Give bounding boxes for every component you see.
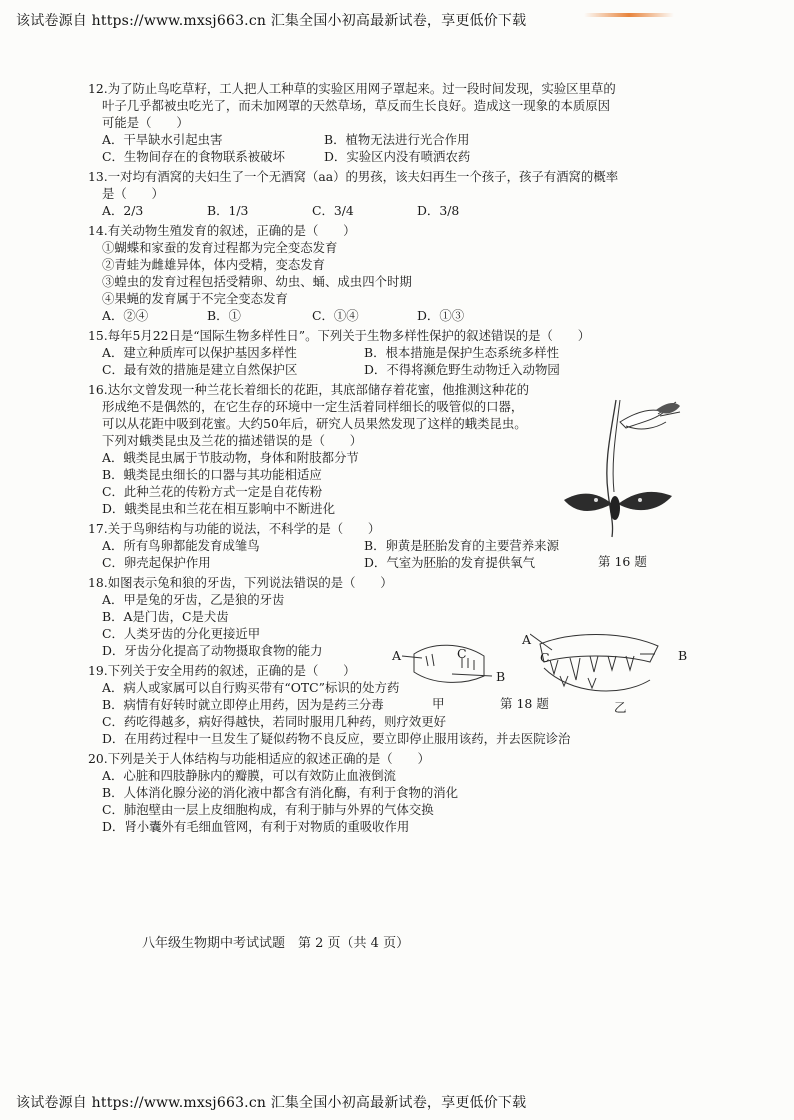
q19-line: 19.下列关于安全用药的叙述，正确的是（ ） bbox=[88, 663, 356, 678]
q16-option-a: A．蛾类昆虫属于节肢动物，身体和附肢都分节 bbox=[102, 450, 359, 465]
q14-option-c: C．①④ bbox=[312, 308, 359, 323]
q13-line: 是（ ） bbox=[102, 186, 164, 201]
figure-16-caption: 第 16 题 bbox=[598, 554, 647, 569]
q12-option-d: D．实验区内没有喷洒农药 bbox=[324, 149, 471, 164]
q16-line: 16.达尔文曾发现一种兰花长着细长的花距，其底部储存着花蜜，他推测这种花的 bbox=[88, 382, 529, 397]
q13-option-b: B．1/3 bbox=[207, 203, 249, 218]
q16-option-c: C．此种兰花的传粉方式一定是自花传粉 bbox=[102, 484, 323, 499]
question-12 bbox=[88, 80, 688, 165]
q14-line: ④果蝇的发育属于不完全变态发育 bbox=[102, 291, 288, 306]
q13-option-a: A．2/3 bbox=[102, 203, 144, 218]
source-banner-top: 该试卷源自 https://www.mxsj663.cn 汇集全国小初高最新试卷，享更低价下载 bbox=[16, 13, 527, 29]
orchid-moth-figure bbox=[556, 392, 696, 552]
q12-line: 叶子几乎都被虫吃光了，而未加网罩的天然草场，草反而生长良好。造成这一现象的本质原因 bbox=[102, 98, 611, 113]
q20-line: 20.下列是关于人体结构与功能相适应的叙述正确的是（ ） bbox=[88, 751, 430, 766]
q14-line: ②青蛙为雌雄异体，体内受精，变态发育 bbox=[102, 257, 326, 272]
q13-option-c: C．3/4 bbox=[312, 203, 354, 218]
q15-option-d: D．不得将濒危野生动物迁入动物园 bbox=[364, 362, 560, 377]
q12-option-c: C．生物间存在的食物联系被破坏 bbox=[102, 149, 285, 164]
q20-option-c: C．肺泡壁由一层上皮细胞构成，有利于肺与外界的气体交换 bbox=[102, 802, 434, 817]
q19-option-c: C．药吃得越多，病好得越快，若同时服用几种药，则疗效更好 bbox=[102, 714, 447, 729]
q18-option-c: C．人类牙齿的分化更接近甲 bbox=[102, 626, 261, 641]
q19-option-a: A．病人或家属可以自行购买带有“OTC”标识的处方药 bbox=[102, 680, 400, 695]
rabbit-teeth-figure bbox=[392, 636, 512, 694]
q20-option-b: B．人体消化腺分泌的消化液中都含有消化酶，有利于食物的消化 bbox=[102, 785, 459, 800]
q18-option-b: B．A是门齿，C是犬齿 bbox=[102, 609, 229, 624]
label-a: A bbox=[392, 648, 402, 663]
q18-line: 18.如图表示兔和狼的牙齿，下列说法错误的是（ ） bbox=[88, 575, 393, 590]
q16-option-b: B．蛾类昆虫细长的口器与其功能相适应 bbox=[102, 467, 322, 482]
q17-option-a: A．所有鸟卵都能发育成雏鸟 bbox=[102, 538, 260, 553]
q14-line: ①蝴蝶和家蚕的发育过程都为完全变态发育 bbox=[102, 240, 338, 255]
q16-option-d: D．蛾类昆虫和兰花在相互影响中不断进化 bbox=[102, 501, 335, 516]
jia-label: 甲 bbox=[432, 696, 445, 711]
q19-option-d: D．在用药过程中一旦发生了疑似药物不良反应，要立即停止服用该药，并去医院诊治 bbox=[102, 731, 571, 746]
label-c: C bbox=[457, 646, 467, 661]
q15-option-b: B．根本措施是保护生态系统多样性 bbox=[364, 345, 559, 360]
q18-option-a: A．甲是兔的牙齿，乙是狼的牙齿 bbox=[102, 592, 285, 607]
figure-18-caption: 第 18 题 bbox=[500, 696, 549, 711]
yi-label: 乙 bbox=[614, 700, 627, 715]
wolf-teeth-figure bbox=[530, 624, 670, 704]
page-footer: 八年级生物期中考试试题 第 2 页（共 4 页） bbox=[142, 936, 410, 951]
label-a2: A bbox=[522, 632, 532, 647]
q12-line: 12.为了防止鸟吃草籽，工人把人工种草的实验区用网子罩起来。过一段时间发现，实验区里草的 bbox=[88, 81, 616, 96]
label-b2: B bbox=[678, 648, 688, 663]
q20-option-d: D．肾小囊外有毛细血管网，有利于对物质的重吸收作用 bbox=[102, 819, 410, 834]
q17-option-b: B．卵黄是胚胎发育的主要营养来源 bbox=[364, 538, 559, 553]
q18-option-d: D．牙齿分化提高了动物摄取食物的能力 bbox=[102, 643, 323, 658]
q13-line: 13.一对均有酒窝的夫妇生了一个无酒窝（aa）的男孩，该夫妇再生一个孩子，孩子有酒窝的概率 bbox=[88, 169, 619, 184]
q13-option-d: D．3/8 bbox=[417, 203, 460, 218]
q15-option-c: C．最有效的措施是建立自然保护区 bbox=[102, 362, 298, 377]
q16-line: 可以从花距中吸到花蜜。大约50年后，研究人员果然发现了这样的蛾类昆虫。 bbox=[102, 416, 527, 431]
q17-option-d: D．气室为胚胎的发育提供氧气 bbox=[364, 555, 536, 570]
q17-option-c: C．卵壳起保护作用 bbox=[102, 555, 211, 570]
q20-option-a: A．心脏和四肢静脉内的瓣膜，可以有效防止血液倒流 bbox=[102, 768, 396, 783]
q16-line: 下列对蛾类昆虫及兰花的描述错误的是（ ） bbox=[102, 433, 363, 448]
q15-option-a: A．建立种质库可以保护基因多样性 bbox=[102, 345, 297, 360]
q12-line: 可能是（ ） bbox=[102, 115, 189, 130]
question-15 bbox=[88, 327, 688, 378]
q14-option-b: B．① bbox=[207, 308, 241, 323]
decorative-stroke bbox=[584, 13, 674, 17]
q16-line: 形成绝不是偶然的，在它生存的环境中一定生活着同样细长的吸管似的口器， bbox=[102, 399, 524, 414]
label-c2: C bbox=[540, 650, 550, 665]
q14-option-a: A．②④ bbox=[102, 308, 149, 323]
source-banner-bottom: 该试卷源自 https://www.mxsj663.cn 汇集全国小初高最新试卷，享更低价下载 bbox=[16, 1095, 527, 1111]
q17-line: 17.关于鸟卵结构与功能的说法，不科学的是（ ） bbox=[88, 521, 381, 536]
question-13 bbox=[88, 168, 688, 219]
q14-line: ③蝗虫的发育过程包括受精卵、幼虫、蛹、成虫四个时期 bbox=[102, 274, 412, 289]
question-20 bbox=[88, 750, 688, 835]
question-14 bbox=[88, 222, 688, 324]
label-b: B bbox=[496, 669, 506, 684]
q19-option-b: B．病情有好转时就立即停止用药，因为是药三分毒 bbox=[102, 697, 384, 712]
q12-option-b: B．植物无法进行光合作用 bbox=[324, 132, 470, 147]
q15-line: 15.每年5月22日是“国际生物多样性日”。下列关于生物多样性保护的叙述错误的是（ ） bbox=[88, 328, 591, 343]
q14-line: 14.有关动物生殖发育的叙述，正确的是（ ） bbox=[88, 223, 356, 238]
q14-option-d: D．①③ bbox=[417, 308, 465, 323]
q12-option-a: A．干旱缺水引起虫害 bbox=[102, 132, 223, 147]
